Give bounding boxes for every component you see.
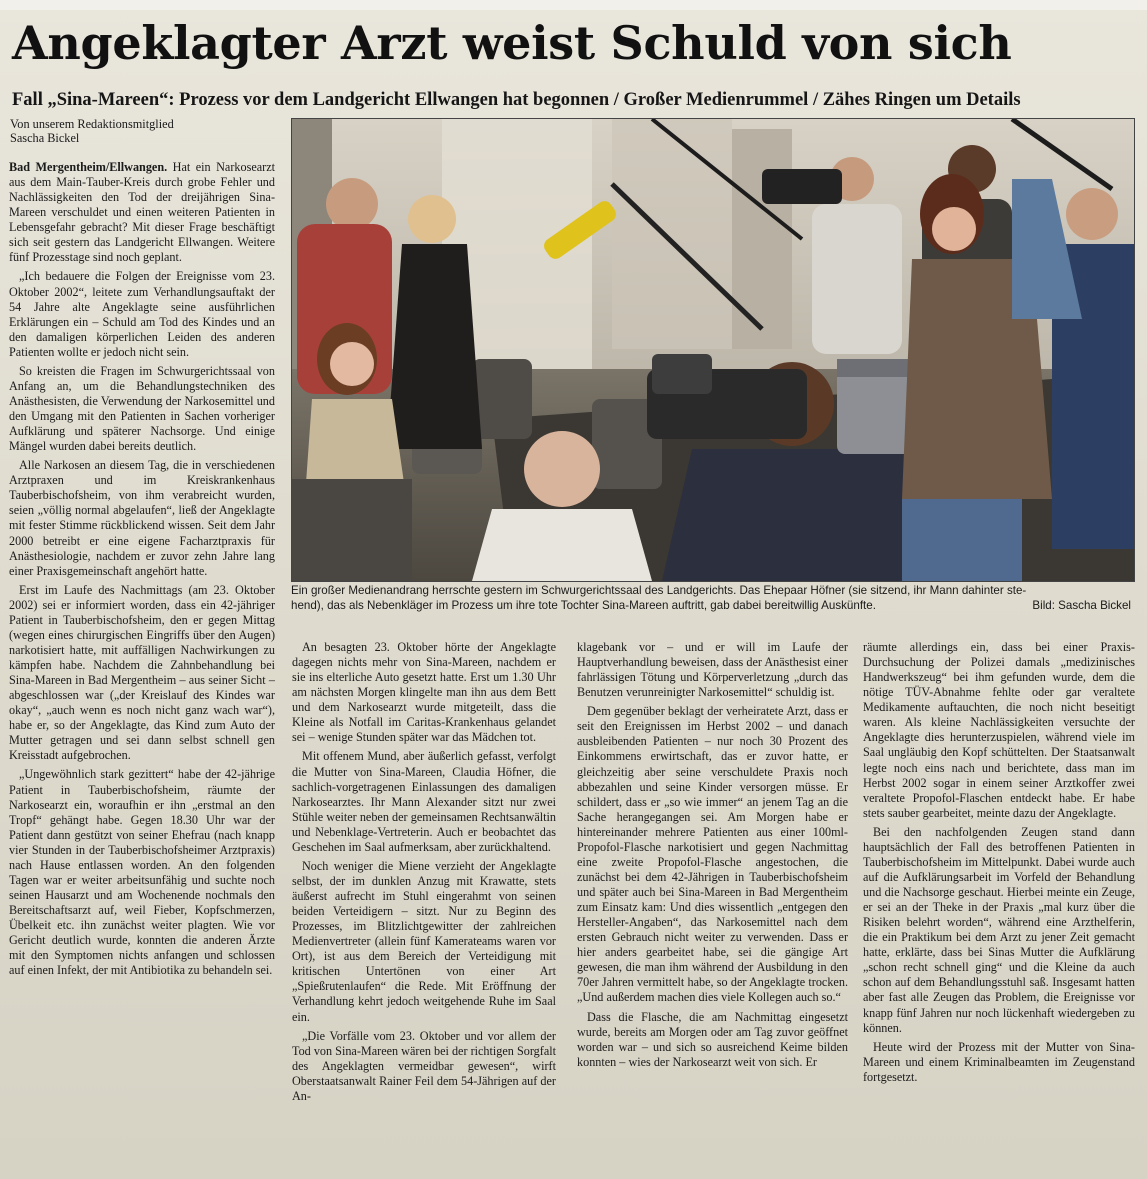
caption-line-2-row [291, 598, 1131, 613]
paragraph: Bei den nachfolgenden Zeugen stand dann hauptsächlich der Fall des betroffenen Patienten in Tauberbischofsheim im Mittelpunkt. Dabei wurde auch auf die Aufklärungsarbeit im Vorfeld der Behandlung und die Nachsorge geschaut. Hierbei meinte ein Zeuge, er sei an der Theke in der Praxis „mal kurz über die Risiken belehrt worden“, während eine Arzthelferin, die ein Praktikum bei dem Arzt zu jener Zeit gemacht hatte, erklärte, dass bei Sinas Mutter die Aufklärung „schon recht schnell ging“ und die Kleine da auch schon auf dem Behandlungsstuhl saß. Insgesamt hatten aber fast alle Zeugen das Problem, die Ereignisse vor knapp fünf Jahren nur noch lückenhaft wiedergeben zu können. [863, 824, 1135, 1035]
page-top-edge [0, 0, 1147, 10]
photo-caption [291, 583, 1139, 613]
article-column-3 [577, 640, 848, 1170]
news-photo [291, 118, 1135, 582]
paragraph: „Ungewöhnlich stark gezittert“ habe der 42-jährige Patient in Tauberbischofsheim, räumte der Narkosearzt ein, woraufhin er ihn „erstmal an den Tropf“ gehängt habe. Gegen 18.30 Uhr war der Patient dann gestützt von seiner Ehefrau (nach knapp vier Stunden in der Tauberbischofsheimer Arztpraxis) nach Hause entlassen worden. An den folgenden Tagen war er weiter arbeitsunfähig und suchte noch seinen Hausarzt und am Wochenende nochmals den Bereitschaftsarzt auf, weil Fieber, Kopfschmerzen, Übelkeit etc. ihn zunächst weiter plagten. Wie vor Gericht deutlich wurde, konnten die anderen Ärzte mit den Symptomen nichts anfangen und schlossen auf einen Infekt, der mit Antibiotika zu behandeln sei. [9, 767, 275, 978]
paragraph: Dass die Flasche, die am Nachmittag eingesetzt wurde, bereits am Morgen oder am Tag zuvor geöffnet worden war – und sich so ausreichend Keime bilden konnten – wies der Narkosearzt weit von sich. Er [577, 1009, 848, 1069]
article-column-1 [9, 160, 275, 1170]
article-column-4 [863, 640, 1135, 1170]
paragraph: räumte allerdings ein, dass bei einer Praxis-Durchsuchung der Polizei damals „medizinisches Handwerkszeug“ bei ihm gefunden wurde, dem die nötige TÜV-Abnahme fehlte oder gar veraltete Medikamente auftauchten, die noch nicht beseitigt waren. Als kleine Nachlässigkeiten versuchte der Angeklagte dies herunterzuspielen, während viele im Saal ungläubig den Kopf schüttelten. Der Staatsanwalt legte noch eins nach und berichtete, dass man im Herbst 2002 sogar in einem seiner Arztkoffer zwei veraltete Propofol-Flaschen entdeckt habe. Er habe stets sauber gearbeitet, meinte dazu der Angeklagte. [863, 640, 1135, 820]
article-column-2 [292, 640, 556, 1170]
paragraph: Alle Narkosen an diesem Tag, die in verschiedenen Arztpraxen und im Kreiskrankenhaus Tauberbischofsheim, von ihm verabreicht wurden, seien „völlig normal abgelaufen“, ließ der Angeklagte mit fester Stimme rückblickend wissen. Seit dem Jahr 2000 betreibt er eine eigene Facharztpraxis für Anästhesiologie, nachdem er zuvor zehn Jahre lang einer Praxisgemeinschaft angehört hatte. [9, 458, 275, 578]
headline: Angeklagter Arzt weist Schuld von sich [12, 16, 1012, 70]
paragraph: Heute wird der Prozess mit der Mutter von Sina-Mareen und einem Kriminalbeamten im Zeugenstand fortgesetzt. [863, 1039, 1135, 1084]
caption-line-1: Ein großer Medienandrang herrschte gestern im Schwurgerichtssaal des Landgerichts. Das Ehepaar Höfner (sie sitzend, ihr Mann dahinter ste- [291, 584, 1027, 597]
photo-credit: Bild: Sascha Bickel [1032, 599, 1131, 612]
byline-role: Von unserem Redaktionsmitglied [10, 117, 174, 131]
paragraph: „Die Vorfälle vom 23. Oktober und vor allem der Tod von Sina-Mareen wären bei der richtigen Sorgfalt des Angeklagten vermeidbar gewesen“, wirft Oberstaatsanwalt Rainer Feil dem 54-Jährigen auf der An- [292, 1028, 556, 1103]
paragraph: Mit offenem Mund, aber äußerlich gefasst, verfolgt die Mutter von Sina-Mareen, Claudia Höfner, die sachlich-vorgetragenen Einlassungen des damaligen Narkosearztes. Ihr Mann Alexander sitzt nur zwei Stühle weiter neben der gemeinsamen Rechtsanwältin und Nebenklage-Vertreterin. Auch er beobachtet das Geschehen im Saal aufmerksam, aber zurückhaltend. [292, 749, 556, 854]
byline-author: Sascha Bickel [10, 131, 80, 145]
paragraph: An besagten 23. Oktober hörte der Angeklagte dagegen nichts mehr von Sina-Mareen, nachdem er sie ins elterliche Auto gesetzt hatte. Erst um 1.30 Uhr am nächsten Morgen klingelte man ihn aus dem Bett und dem Narkosearzt wurde mitgeteilt, dass die Kleine als Notfall im Caritas-Krankenhaus gelandet sei – wenige Stunden später war das Mädchen tot. [292, 640, 556, 745]
paragraph: klagebank vor – und er will im Laufe der Hauptverhandlung beweisen, dass der Anästhesist einer fahrlässigen Tötung und Körperverletzung „durch das Benutzen verunreinigter Narkosemittel“ schuldig ist. [577, 640, 848, 700]
subheadline: Fall „Sina-Mareen“: Prozess vor dem Landgericht Ellwangen hat begonnen / Großer Medienrummel / Zähes Ringen um Details [12, 90, 1021, 110]
byline [10, 117, 280, 145]
dateline: Bad Mergentheim/Ellwangen. [9, 160, 168, 174]
paragraph: Dem gegenüber beklagt der verheiratete Arzt, dass er seit den Ereignissen im Herbst 2002 – und danach ausbleibenden Patienten – nur noch 30 Prozent des Einkommens erwirtschaft, das er zuvor hatte, er gleichzeitig aber seine verschuldete Praxis noch abbezahlen und seine Kinder versorgen müsse. Er schildert, dass er „so wie immer“ an jenem Tag an die Sache herangegangen sei. Am Morgen habe er hintereinander mehrere Patienten aus einer 100ml-Propofol-Flasche narkotisiert und gegen Nachmittag eine zweite Propofol-Flasche angestochen, die zunächst bei dem 42-Jährigen in Tauberbischofsheim und später auch bei Sina-Mareen in Bad Mergentheim zum Einsatz kam: Und dies wissentlich „entgegen den Hersteller-Angaben“, das Narkosemittel nach dem ersten Gebrauch nicht weiter zu verwenden. Dass er hier anders gearbeitet habe, sei die gängige Art gewesen, die man ihm während der Ausbildung in den 70er Jahren vermittelt habe, so der Angeklagte trocken. „Und außerdem machen dies viele Kollegen auch so.“ [577, 704, 848, 1005]
paragraph: So kreisten die Fragen im Schwurgerichtssaal von Anfang an, um die Behandlungstechniken des Anästhesisten, die Verwendung der Narkosemittel und den Umgang mit den Patienten in Sachen vorheriger Aufklärung und späterer Nachsorge. Und einige Mängel wurden dabei bereits deutlich. [9, 363, 275, 454]
paragraph: Noch weniger die Miene verzieht der Angeklagte selbst, der im dunklen Anzug mit Krawatte, stets äußerst aufrecht im Stuhl eingerahmt von seinen beiden Verteidigern – sitzt. Nur zu Beginn des Prozesses, im Blitzlichtgewitter der zahlreichen Medienvertreter (allein fünf Kamerateams waren vor Ort), ist aus dem Bereich der Verteidigung mit kritischen Untertönen von einer Art „Spießrutenlaufen“ die Rede. Mit Eröffnung der Verhandlung kehrt jedoch weitgehende Ruhe im Saal ein. [292, 858, 556, 1024]
paragraph-text: Hat ein Narkosearzt aus dem Main-Tauber-Kreis durch grobe Fehler und Nachlässigkeiten den Tod der dreijährigen Sina-Mareen verschuldet und einen weiteren Patienten in Lebensgefahr gebracht? Mit dieser Frage beschäftigt sich seit gestern das Landgericht Ellwangen. Weitere fünf Prozesstage sind noch geplant. [9, 160, 275, 265]
paragraph: „Ich bedauere die Folgen der Ereignisse vom 23. Oktober 2002“, leitete zum Verhandlungsauftakt der 54 Jahre alte Angeklagte seine ausführlichen Erklärungen ein – Schuld am Tod des Kindes und an den damaligen körperlichen Leiden des anderen Patienten wollte er jedoch nicht sein. [9, 269, 275, 359]
paragraph: Erst im Laufe des Nachmittags (am 23. Oktober 2002) sei er informiert worden, dass ein 42-jähriger Patient in Tauberbischofsheim, den er gegen Mittag (wegen eines chirurgischen Eingriffs über den Augen) narkotisiert hatte, mit auffälligen Nachwirkungen zu kämpfen habe. Nachdem die Zahnbehandlung bei Sina-Mareen in Bad Mergentheim – aus seiner Sicht – abgeschlossen war („der Kreislauf des Kindes war okay“, „auch wenn es noch nicht ganz wach war“), habe er, so der Angeklagte, das Kind zum Auto der Mutter getragen und sei dann selbst schnell gen Kreisstadt aufgebrochen. [9, 582, 275, 763]
photo-illustration [292, 119, 1134, 581]
caption-line-2: hend), das als Nebenkläger im Prozess um ihre tote Tochter Sina-Mareen auftritt, gab dabei bereitwillig Auskünfte. [291, 599, 876, 612]
lead-paragraph [9, 160, 275, 265]
